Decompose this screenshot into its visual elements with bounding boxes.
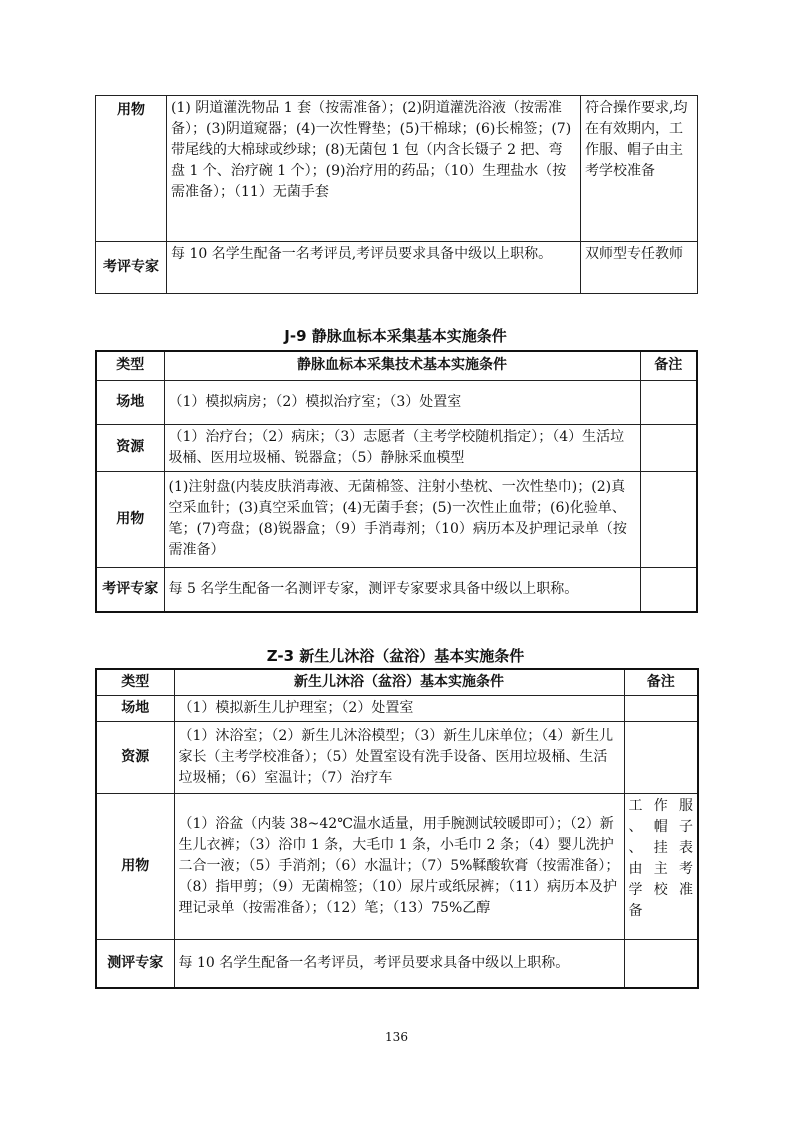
header-note: 备注: [640, 351, 697, 380]
row-content: （1）浴盆（内装 38~42℃温水适量，用手腕测试较暖即可）；（2）新生儿衣裤；（3）浴巾 1 条，大毛巾 1 条，小毛巾 2 条；（4）婴儿洗护二合一液；（5）手消剂；（6）水温计；（7）5%鞣酸软膏（按需准备）；（8）指甲剪；（9）无菌棉签；（10）尿片或纸尿裤；（11）病历本及护理记录单（按需准备）；（12）笔；（13）75%乙醇: [174, 794, 624, 940]
row-note: [624, 722, 698, 794]
row-content: 每 10 名学生配备一名考评员，考评员要求具备中级以上职称。: [174, 940, 624, 988]
row-note: [624, 940, 698, 988]
row-content: 每 5 名学生配备一名测评专家，测评专家要求具备中级以上职称。: [164, 567, 640, 612]
table-row: [96, 567, 697, 612]
row-content: (1) 阴道灌洗物品 1 套（按需准备）；(2)阴道灌洗浴液（按需准备）；(3)阴道窥器；(4)一次性臀垫；(5)干棉球；(6)长棉签；(7)带尾线的大棉球或纱球；(8)无菌包 1 包（内含长镊子 2 把、弯盘 1 个、治疗碗 1 个）；(9)治疗用的药品；（10）生理盐水（按需准备）；（11）无菌手套: [167, 96, 581, 242]
row-content: (1)注射盘(内装皮肤消毒液、无菌棉签、注射小垫枕、一次性垫巾)；(2)真空采血针；(3)真空采血管；(4)无菌手套；(5)一次性止血带；(6)化验单、笔；(7)弯盘；(8)锐器盒；（9）手消毒剂；（10）病历本及护理记录单（按需准备）: [164, 471, 640, 567]
table-header-row: [96, 351, 697, 380]
row-type: 用物: [96, 96, 167, 242]
row-type: 考评专家: [96, 567, 164, 612]
row-type: 资源: [96, 424, 164, 471]
table-venous-blood: [95, 350, 698, 613]
table-row: [96, 471, 697, 567]
row-content: （1）模拟病房；（2）模拟治疗室；（3）处置室: [164, 380, 640, 424]
table-row: [96, 242, 698, 294]
table-row: [96, 722, 698, 794]
row-type: 用物: [96, 471, 164, 567]
row-note: [640, 424, 697, 471]
row-content: （1）沐浴室；（2）新生儿沐浴模型；（3）新生儿床单位；（4）新生儿家长（主考学校准备）；（5）处置室设有洗手设备、医用垃圾桶、生活垃圾桶；（6）室温计；（7）治疗车: [174, 722, 624, 794]
table-row: [96, 940, 698, 988]
page-number: 136: [385, 1030, 408, 1044]
table-continued: [95, 95, 698, 294]
row-type: 场地: [96, 380, 164, 424]
table-row: [96, 96, 698, 242]
row-type: 考评专家: [96, 242, 167, 294]
row-note: [624, 696, 698, 722]
table-caption: J-9 静脉血标本采集基本实施条件: [284, 327, 507, 345]
row-content: （1）治疗台；（2）病床；（3）志愿者（主考学校随机指定）；（4）生活垃圾桶、医用垃圾桶、锐器盒；（5）静脉采血模型: [164, 424, 640, 471]
header-note: 备注: [624, 669, 698, 696]
table-row: [96, 794, 698, 940]
row-type: 场地: [96, 696, 174, 722]
row-content: 每 10 名学生配备一名考评员,考评员要求具备中级以上职称。: [167, 242, 581, 294]
header-content: 新生儿沐浴（盆浴）基本实施条件: [174, 669, 624, 696]
header-content: 静脉血标本采集技术基本实施条件: [164, 351, 640, 380]
header-type: 类型: [96, 351, 164, 380]
header-type: 类型: [96, 669, 174, 696]
row-note: [640, 567, 697, 612]
row-type: 资源: [96, 722, 174, 794]
row-note: 符合操作要求,均在有效期内，工作服、帽子由主考学校准备: [581, 96, 698, 242]
row-type: 测评专家: [96, 940, 174, 988]
row-note: [640, 380, 697, 424]
row-note: 工 作 服 、 帽 子 、 挂 表 由 主 考 学 校 准备: [624, 794, 698, 940]
table-caption: Z-3 新生儿沐浴（盆浴）基本实施条件: [266, 647, 525, 665]
table-row: [96, 696, 698, 722]
table-row: [96, 380, 697, 424]
table-header-row: [96, 669, 698, 696]
row-content: （1）模拟新生儿护理室；（2）处置室: [174, 696, 624, 722]
row-type: 用物: [96, 794, 174, 940]
row-note: 双师型专任教师: [581, 242, 698, 294]
row-note: [640, 471, 697, 567]
table-row: [96, 424, 697, 471]
table-newborn-bath: [95, 668, 699, 989]
